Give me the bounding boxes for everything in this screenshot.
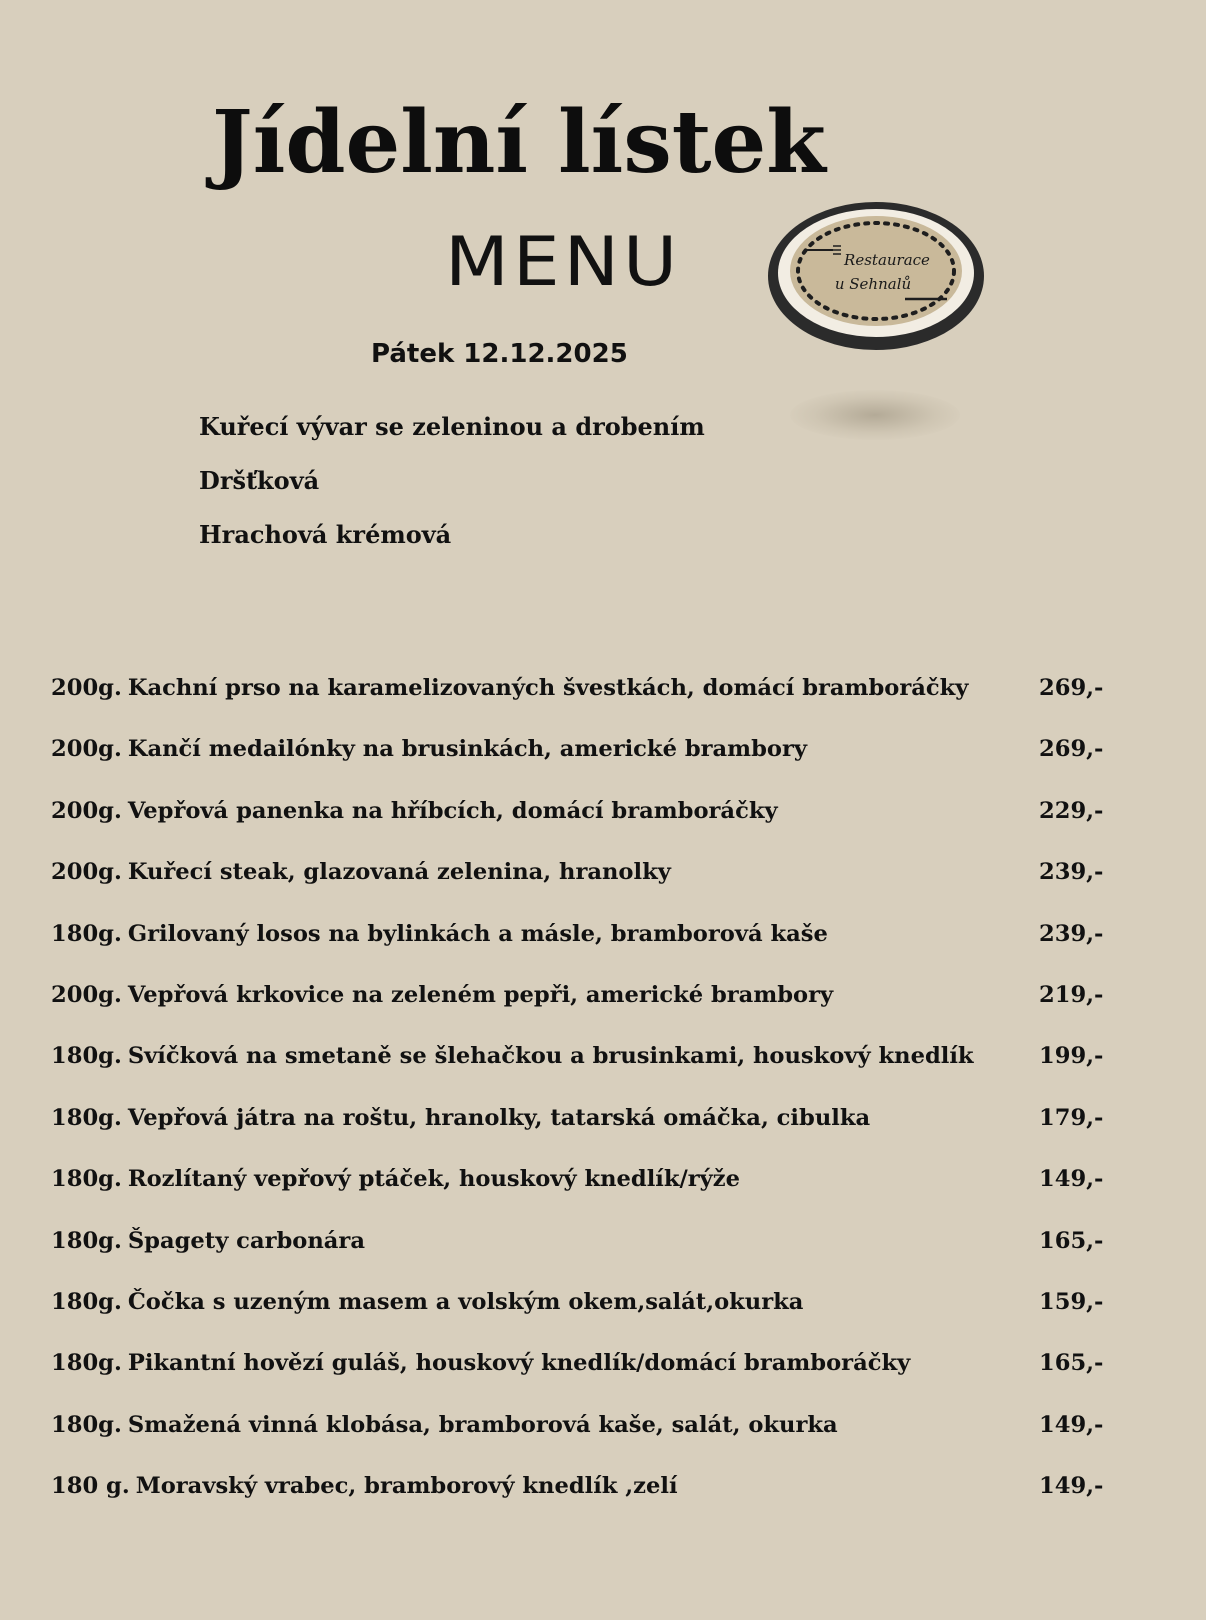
dish-row: [51, 1042, 1111, 1103]
dish-weight: 200g.: [51, 797, 122, 824]
dish-price: 179,-: [1039, 1104, 1104, 1131]
soup-item: Kuřecí vývar se zeleninou a drobením: [199, 412, 705, 441]
dish-price: 269,-: [1039, 675, 1104, 701]
dish-row: [51, 674, 1111, 735]
dish-price: 199,-: [1039, 1043, 1104, 1070]
dish-row: [51, 1227, 1111, 1288]
soup-item: Hrachová krémová: [199, 520, 452, 549]
restaurant-logo: [765, 197, 987, 355]
dish-name: Smažená vinná klobása, bramborová kaše, salát, okurka: [127, 1411, 838, 1438]
dish-weight: 180g.: [51, 1227, 122, 1254]
dish-name: Kuřecí steak, glazovaná zelenina, hranolky: [127, 859, 671, 886]
dish-name: Špagety carbonára: [127, 1227, 365, 1254]
soup-item: Dršťková: [199, 466, 320, 495]
dish-row: [51, 1472, 1111, 1533]
logo-line-1: Restaurace: [844, 251, 930, 269]
dish-row: [51, 981, 1111, 1042]
dish-price: 149,-: [1039, 1166, 1104, 1193]
dish-price: 165,-: [1039, 1350, 1104, 1377]
dish-weight: 200g.: [51, 859, 122, 886]
dish-price: 269,-: [1039, 736, 1104, 763]
dish-weight: 180g.: [51, 920, 122, 947]
dish-name: Vepřová panenka na hříbcích, domácí bramboráčky: [127, 797, 778, 824]
dish-weight: 180g.: [51, 1166, 122, 1193]
dish-price: 219,-: [1039, 981, 1104, 1008]
logo-shadow: [790, 390, 960, 440]
dish-price: 165,-: [1039, 1227, 1104, 1254]
menu-subtitle: MENU: [445, 222, 682, 302]
dish-name: Kachní prso na karamelizovaných švestkách, domácí bramboráčky: [127, 675, 969, 701]
dish-row: [51, 1104, 1111, 1165]
dish-weight: 200g.: [51, 675, 122, 701]
dish-weight: 180g.: [51, 1104, 122, 1131]
dish-weight: 200g.: [51, 981, 122, 1008]
dish-name: Vepřová krkovice na zeleném pepři, americké brambory: [127, 981, 834, 1008]
dish-row: [51, 920, 1111, 981]
dish-name: Vepřová játra na roštu, hranolky, tatarská omáčka, cibulka: [127, 1104, 871, 1131]
dish-row: [51, 1288, 1111, 1349]
dish-row: [51, 797, 1111, 858]
dish-list: [51, 674, 1111, 1533]
dish-weight: 180g.: [51, 1411, 122, 1438]
dish-name: Pikantní hovězí guláš, houskový knedlík/domácí bramboráčky: [127, 1350, 911, 1377]
dish-weight: 200g.: [51, 736, 122, 763]
dish-name: Moravský vrabec, bramborový knedlík ,zelí: [135, 1473, 678, 1500]
dish-price: 159,-: [1039, 1288, 1104, 1315]
dish-row: [51, 1349, 1111, 1410]
menu-date: Pátek 12.12.2025: [371, 339, 628, 369]
dish-weight: 180g.: [51, 1350, 122, 1377]
dish-price: 229,-: [1039, 797, 1104, 824]
dish-row: [51, 735, 1111, 796]
soup-list: [199, 412, 705, 574]
dish-row: [51, 1411, 1111, 1472]
dish-price: 239,-: [1039, 859, 1104, 886]
dish-name: Svíčková na smetaně se šlehačkou a brusinkami, houskový knedlík: [127, 1043, 974, 1070]
dish-row: [51, 858, 1111, 919]
dish-weight: 180g.: [51, 1288, 122, 1315]
dish-price: 149,-: [1039, 1411, 1104, 1438]
logo-line-2: u Sehnalů: [834, 275, 912, 293]
dish-weight: 180 g.: [51, 1473, 130, 1500]
page-title: Jídelní lístek: [212, 92, 826, 193]
dish-name: Kančí medailónky na brusinkách, americké brambory: [127, 736, 807, 763]
dish-name: Rozlítaný vepřový ptáček, houskový knedlík/rýže: [127, 1166, 741, 1193]
dish-price: 149,-: [1039, 1473, 1104, 1500]
dish-price: 239,-: [1039, 920, 1104, 947]
dish-name: Grilovaný losos na bylinkách a másle, bramborová kaše: [127, 920, 828, 947]
dish-row: [51, 1165, 1111, 1226]
dish-name: Čočka s uzeným masem a volským okem,salát,okurka: [127, 1288, 804, 1315]
dish-weight: 180g.: [51, 1043, 122, 1070]
